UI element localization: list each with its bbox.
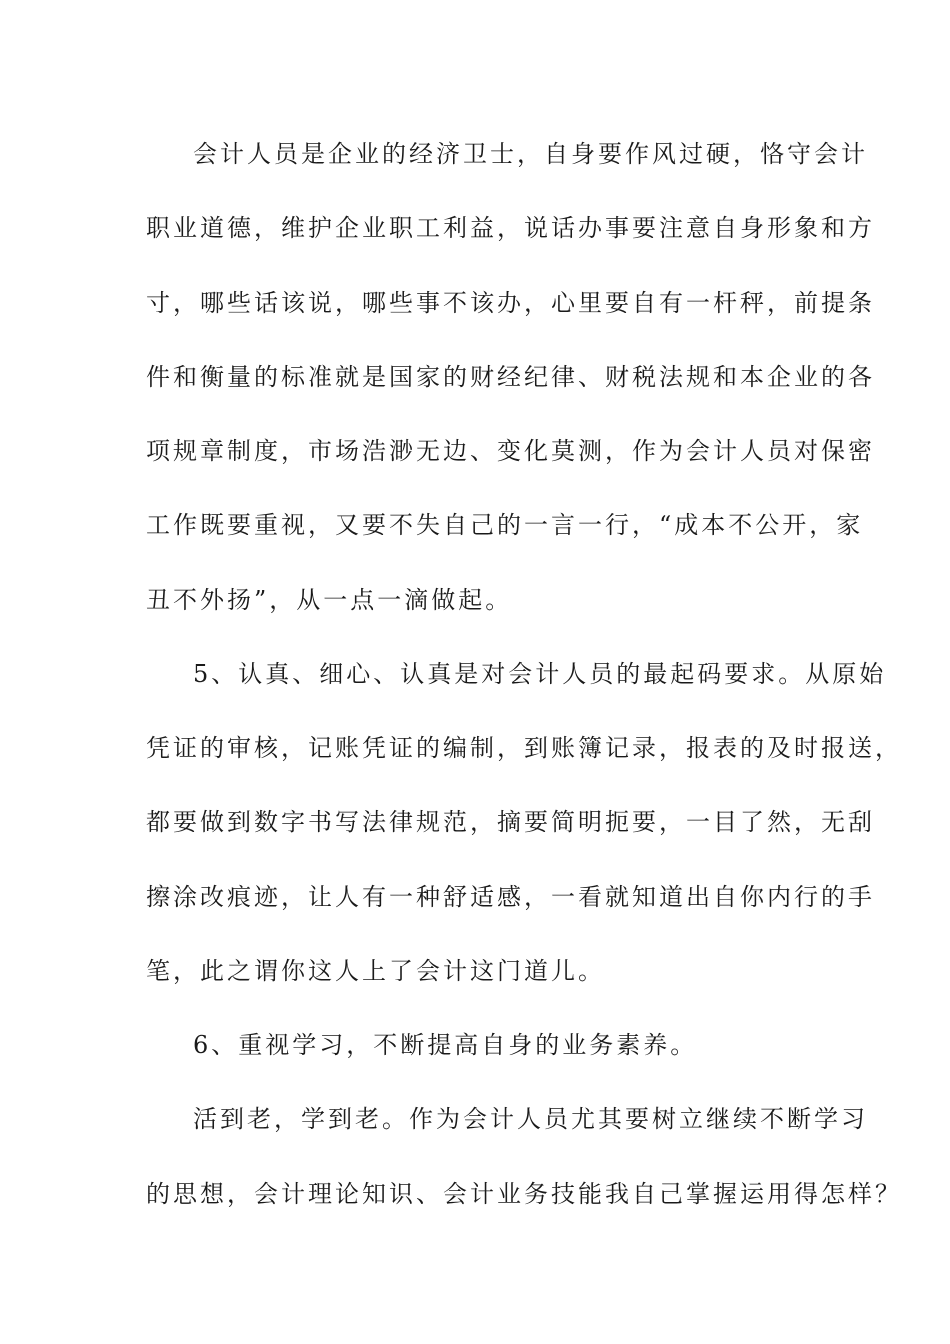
paragraph-line: 笔，此之谓你这人上了会计这门道儿。 (146, 957, 605, 985)
paragraph-line: 寸，哪些话该说，哪些事不该办，心里要自有一杆秤，前提条 (146, 289, 875, 317)
paragraph-line: 擦涂改痕迹，让人有一种舒适感，一看就知道出自你内行的手 (146, 883, 875, 911)
paragraph-line: 凭证的审核，记账凭证的编制，到账簿记录，报表的及时报送， (146, 734, 902, 762)
paragraph-line: 会计人员是企业的经济卫士，自身要作风过硬，恪守会计 (193, 140, 868, 168)
paragraph-line: 丑不外扬”，从一点一滴做起。 (146, 586, 513, 614)
paragraph-line: 活到老，学到老。作为会计人员尤其要树立继续不断学习 (193, 1105, 868, 1133)
section-heading: 5、认真、细心、认真是对会计人员的最起码要求。从原始 (193, 660, 887, 688)
section-heading: 6、重视学习，不断提高自身的业务素养。 (193, 1031, 698, 1059)
paragraph-line: 项规章制度，市场浩渺无边、变化莫测，作为会计人员对保密 (146, 437, 875, 465)
paragraph-line: 的思想，会计理论知识、会计业务技能我自己掌握运用得怎样？ (146, 1180, 902, 1208)
paragraph-line: 都要做到数字书写法律规范，摘要简明扼要，一目了然，无刮 (146, 808, 875, 836)
paragraph-line: 件和衡量的标准就是国家的财经纪律、财税法规和本企业的各 (146, 363, 875, 391)
paragraph-line: 职业道德，维护企业职工利益，说话办事要注意自身形象和方 (146, 214, 875, 242)
paragraph-line: 工作既要重视，又要不失自己的一言一行，“成本不公开，家 (146, 511, 864, 539)
